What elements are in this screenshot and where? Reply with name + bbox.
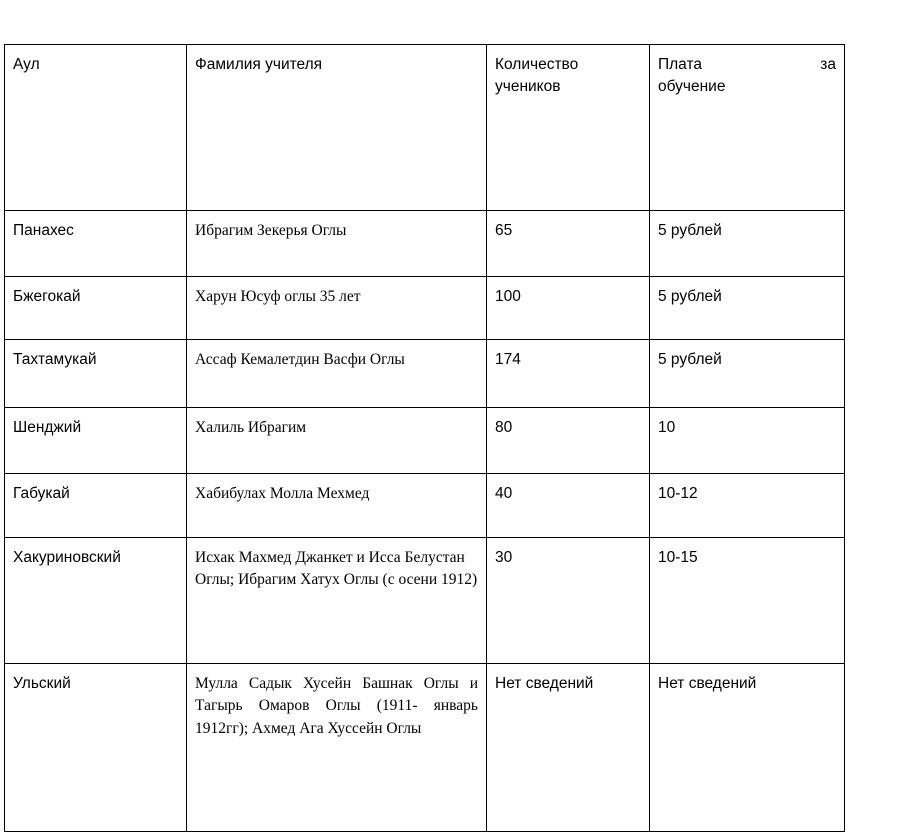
- cell-teacher: Харун Юсуф оглы 35 лет: [187, 277, 487, 340]
- cell-tuition-fee: 10: [650, 408, 845, 474]
- cell-aul: Хакуриновский: [5, 538, 187, 664]
- cell-aul: Габукай: [5, 474, 187, 538]
- table-row: [5, 664, 845, 832]
- table-row: [5, 538, 845, 664]
- cell-students-count: 80: [487, 408, 650, 474]
- cell-teacher: Халиль Ибрагим: [187, 408, 487, 474]
- column-header-students-count: [487, 45, 650, 211]
- column-header-aul: Аул: [5, 45, 187, 211]
- cell-tuition-fee: 10-12: [650, 474, 845, 538]
- cell-aul: Шенджий: [5, 408, 187, 474]
- cell-tuition-fee: 5 рублей: [650, 211, 845, 277]
- column-header-students-count-line1: Количество: [495, 56, 579, 73]
- cell-aul: Тахтамукай: [5, 340, 187, 408]
- cell-aul: Ульский: [5, 664, 187, 832]
- table-row: [5, 340, 845, 408]
- column-header-tuition-fee-line2: обучение: [658, 78, 726, 96]
- cell-tuition-fee: Нет сведений: [650, 664, 845, 832]
- cell-students-count: 40: [487, 474, 650, 538]
- cell-aul: Панахес: [5, 211, 187, 277]
- cell-tuition-fee: 10-15: [650, 538, 845, 664]
- column-header-teacher: Фамилия учителя: [187, 45, 487, 211]
- cell-teacher: Ибрагим Зекерья Оглы: [187, 211, 487, 277]
- cell-tuition-fee: 5 рублей: [650, 277, 845, 340]
- cell-students-count: 100: [487, 277, 650, 340]
- schools-table: [4, 44, 845, 832]
- column-header-students-count-line2: учеников: [495, 78, 561, 96]
- cell-teacher: Хабибулах Молла Мехмед: [187, 474, 487, 538]
- cell-students-count: 174: [487, 340, 650, 408]
- column-header-tuition-fee: [650, 45, 845, 211]
- cell-teacher: Ассаф Кемалетдин Васфи Оглы: [187, 340, 487, 408]
- cell-aul: Бжегокай: [5, 277, 187, 340]
- cell-teacher: Мулла Садык Хусейн Башнак Оглы и Тагырь Омаров Оглы (1911- январь 1912гг); Ахмед Ага Хуссейн Оглы: [187, 664, 487, 832]
- cell-students-count: Нет сведений: [487, 664, 650, 832]
- table-row: [5, 408, 845, 474]
- table-row: [5, 474, 845, 538]
- table-header-row: [5, 45, 845, 211]
- table-row: [5, 277, 845, 340]
- column-header-tuition-fee-line1: [658, 54, 836, 76]
- cell-students-count: 30: [487, 538, 650, 664]
- column-header-tuition-fee-word2: за: [820, 56, 836, 73]
- cell-teacher: Исхак Махмед Джанкет и Исса Белустан Оглы; Ибрагим Хатух Оглы (с осени 1912): [187, 538, 487, 664]
- cell-tuition-fee: 5 рублей: [650, 340, 845, 408]
- column-header-tuition-fee-word1: Плата: [658, 56, 703, 73]
- cell-students-count: 65: [487, 211, 650, 277]
- table-row: [5, 211, 845, 277]
